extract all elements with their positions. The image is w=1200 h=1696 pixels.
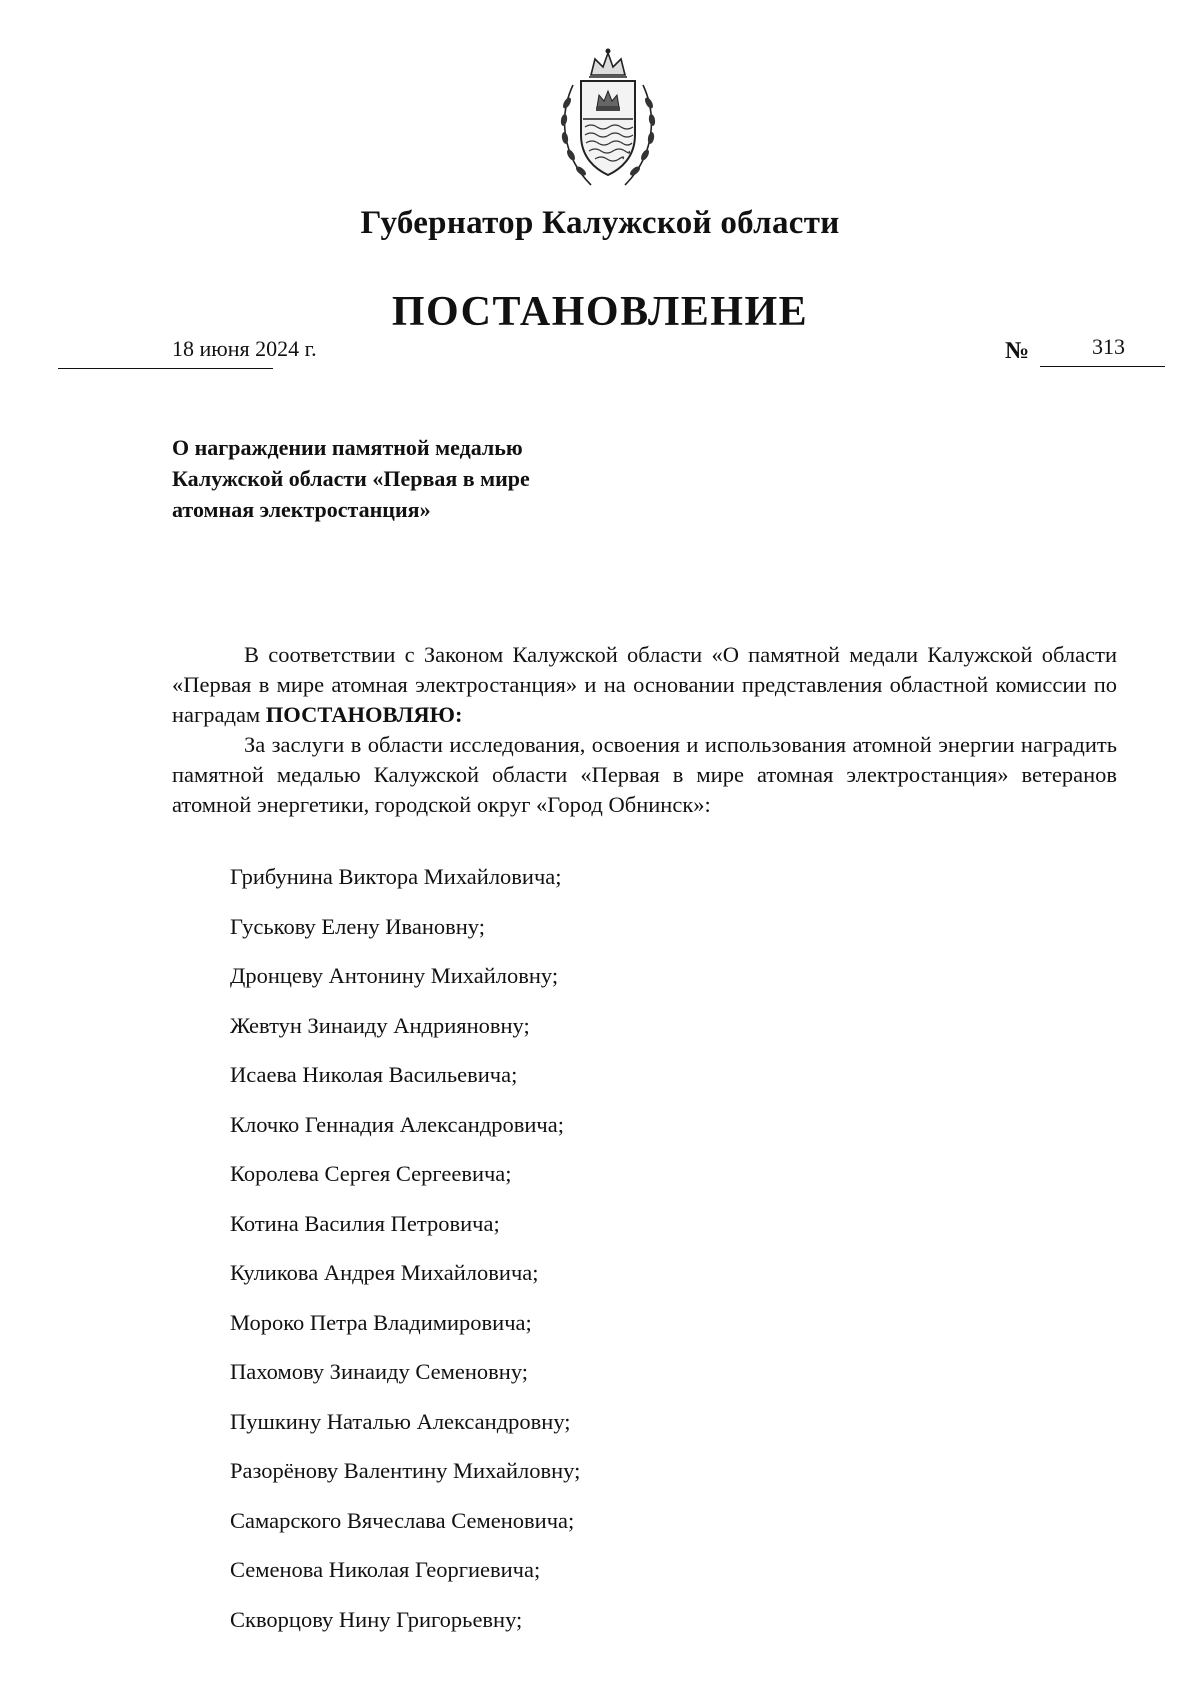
list-item: Скворцову Нину Григорьевну; <box>230 1606 523 1632</box>
list-item: Пушкину Наталью Александровну; <box>230 1408 571 1434</box>
document-subject <box>172 432 672 525</box>
date-underline <box>58 368 273 369</box>
list-item: Клочко Геннадия Александровича; <box>230 1111 564 1137</box>
list-item: Котина Василия Петровича; <box>230 1210 500 1236</box>
preamble-text: В соответствии с Законом Калужской области «О памятной медали Калужской области «Первая в мире атомная электростанция» и на основании представления областной комиссии по наградам <box>172 642 1117 727</box>
list-item: Семенова Николая Георгиевича; <box>230 1557 541 1582</box>
number-sign: № <box>1005 338 1030 364</box>
preamble-paragraph <box>172 640 1117 730</box>
issuer-title: Губернатор Калужской области <box>360 205 840 241</box>
list-item: Королева Сергея Сергеевича; <box>230 1161 512 1186</box>
award-paragraph: За заслуги в области исследования, освоения и использования атомной энергии наградить памятной медалью Калужской области «Первая в мире атомная электростанция» ветеранов атомной энергетики, городской округ «Город Обнинск»: <box>172 732 1117 817</box>
list-item: Куликова Андрея Михайловича; <box>230 1260 539 1285</box>
list-item: Разорёнову Валентину Михайловну; <box>230 1458 581 1483</box>
document-date: 18 июня 2024 г. <box>172 336 317 361</box>
list-item: Жевтун Зинаиду Андрияновну; <box>230 1012 530 1038</box>
document-number: 313 <box>1092 334 1125 359</box>
number-underline <box>1040 366 1165 367</box>
list-item: Пахомову Зинаиду Семеновну; <box>230 1359 529 1384</box>
list-item: Дронцеву Антонину Михайловну; <box>230 963 559 988</box>
list-item: Самарского Вячеслава Семеновича; <box>230 1507 575 1533</box>
list-item: Мороко Петра Владимировича; <box>230 1309 532 1335</box>
list-item: Грибунина Виктора Михайловича; <box>230 864 562 889</box>
subject-line: О награждении памятной медалью <box>172 435 523 460</box>
recipient-list <box>230 852 580 1644</box>
list-item: Исаева Николая Васильевича; <box>230 1062 518 1087</box>
document-type-title: ПОСТАНОВЛЕНИЕ <box>391 289 809 335</box>
list-item: Гуськову Елену Ивановну; <box>230 913 486 939</box>
subject-line: Калужской области «Первая в мире <box>172 466 530 491</box>
subject-line: атомная электростанция» <box>172 497 431 522</box>
decree-keyword: ПОСТАНОВЛЯЮ: <box>265 702 463 727</box>
coat-of-arms-icon <box>553 45 663 193</box>
